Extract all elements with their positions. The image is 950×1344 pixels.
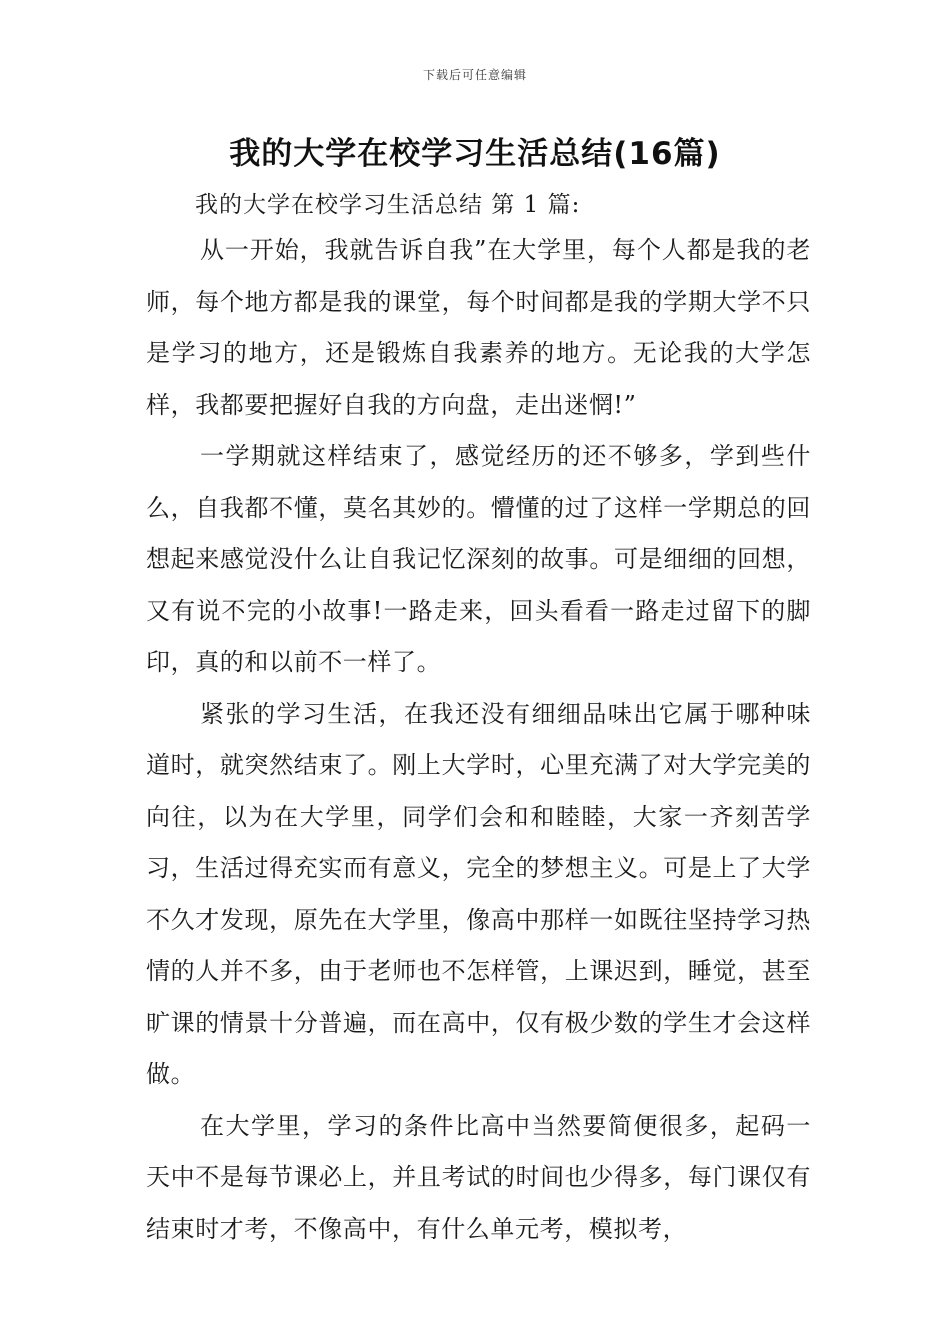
section-heading: 我的大学在校学习生活总结 第 1 篇: bbox=[195, 192, 581, 218]
document-title: 我的大学在校学习生活总结(16篇) bbox=[229, 136, 721, 172]
paragraph-2: 一学期就这样结束了，感觉经历的还不够多，学到些什么，自我都不懂，莫名其妙的。懵懂的过了这样一学期总的回想起来感觉没什么让自我记忆深刻的故事。可是细细的回想，又有说不完的小故事!一路走来，回头看看一路走过留下的脚印，真的和以前不一样了。 bbox=[146, 442, 811, 676]
paragraph-1: 从一开始，我就告诉自我”在大学里，每个人都是我的老师，每个地方都是我的课堂，每个时间都是我的学期大学不只是学习的地方，还是锻炼自我素养的地方。无论我的大学怎样，我都要把握好自我的方向盘，走出迷惘!” bbox=[146, 236, 811, 419]
document-body bbox=[146, 225, 811, 1255]
paragraph-3: 紧张的学习生活，在我还没有细细品味出它属于哪种味道时，就突然结束了。刚上大学时，心里充满了对大学完美的向往，以为在大学里，同学们会和和睦睦，大家一齐刻苦学习，生活过得充实而有意义，完全的梦想主义。可是上了大学不久才发现，原先在大学里，像高中那样一如既往坚持学习热情的人并不多，由于老师也不怎样管，上课迟到，睡觉，甚至旷课的情景十分普遍，而在高中，仅有极少数的学生才会这样做。 bbox=[146, 699, 811, 1088]
paragraph-4: 在大学里，学习的条件比高中当然要简便很多，起码一天中不是每节课必上，并且考试的时间也少得多，每门课仅有结束时才考，不像高中，有什么单元考，模拟考， bbox=[146, 1111, 811, 1243]
header-note: 下载后可任意编辑 bbox=[422, 68, 527, 82]
